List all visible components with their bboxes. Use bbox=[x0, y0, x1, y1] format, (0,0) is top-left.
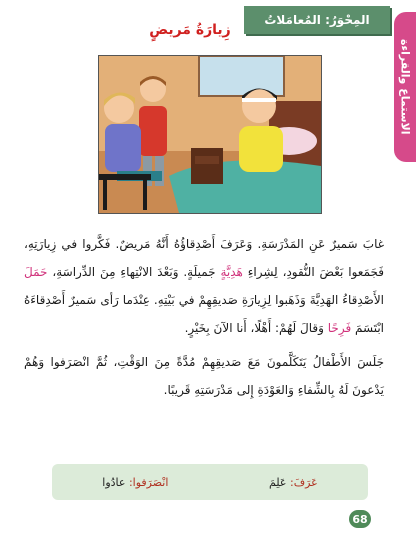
story-segment: وَقالَ لَهُمْ: أَهْلًا، أَنا الآنَ بِخَيْرٍ. bbox=[184, 321, 328, 335]
story-segment: جَميلَةٍ. وَبَعْدَ الانْتِهاءِ مِنَ الدِّراسَةِ، bbox=[47, 265, 221, 279]
axis-banner: المِحْوَرُ: المُعامَلاتُ bbox=[244, 6, 390, 34]
vocab-word: عَرَفَ: bbox=[289, 475, 318, 489]
page-number: 68 bbox=[349, 510, 371, 528]
highlighted-word: هَدِيَّةٍ bbox=[220, 265, 243, 279]
story-segment: غابَ سَميرٌ عَنِ المَدْرَسَةِ. وَعَرَفَ أَصْدِقاؤُهُ أَنَّهُ مَريضٌ. فَكَّروا في زِيارَتِهِ، فَجَمَعوا بَعْضَ النُّقودِ، لِشِراءِ bbox=[24, 237, 384, 279]
story-segment: الأَصْدِقاءُ الهَدِيَّةَ وَذَهَبوا لِزِيارَةِ صَديقِهِمْ في بَيْتِهِ. عِنْدَما رَأى سَميرٌ أَصْدِقاءَهُ ابْتَسَمَ bbox=[24, 293, 384, 335]
vocab-word: انْصَرَفوا: bbox=[128, 475, 169, 489]
story-paragraph bbox=[24, 230, 384, 342]
vocab-meaning: عَلِمَ bbox=[268, 475, 287, 489]
vocabulary-box bbox=[52, 464, 368, 500]
section-side-tab bbox=[394, 12, 416, 162]
story-paragraph: جَلَسَ الأَطْفالُ يَتَكَلَّمونَ مَعَ صَديقِهِمْ مُدَّةً مِنَ الوَقْتِ، ثُمَّ انْصَرَفوا وَهُمْ يَدْعونَ لَهُ بِالشِّفاءِ وَالعَوْدَةِ إِلى مَدْرَسَتِهِ قَريبًا. bbox=[24, 355, 384, 397]
vocab-meaning: عادُوا bbox=[102, 475, 126, 489]
lesson-title: زِيارَةُ مَريضٍ bbox=[149, 22, 231, 38]
vocab-entry bbox=[102, 476, 168, 489]
highlighted-word: فَرِحًا bbox=[327, 321, 352, 335]
illustration-svg bbox=[99, 56, 321, 213]
section-side-tab-label: الاستماع والقراءة bbox=[398, 39, 412, 135]
highlighted-word: حَمَلَ bbox=[24, 265, 48, 279]
illustration-visit-sick-friend bbox=[98, 55, 322, 214]
story-text bbox=[24, 230, 384, 404]
vocab-entry bbox=[269, 476, 318, 489]
